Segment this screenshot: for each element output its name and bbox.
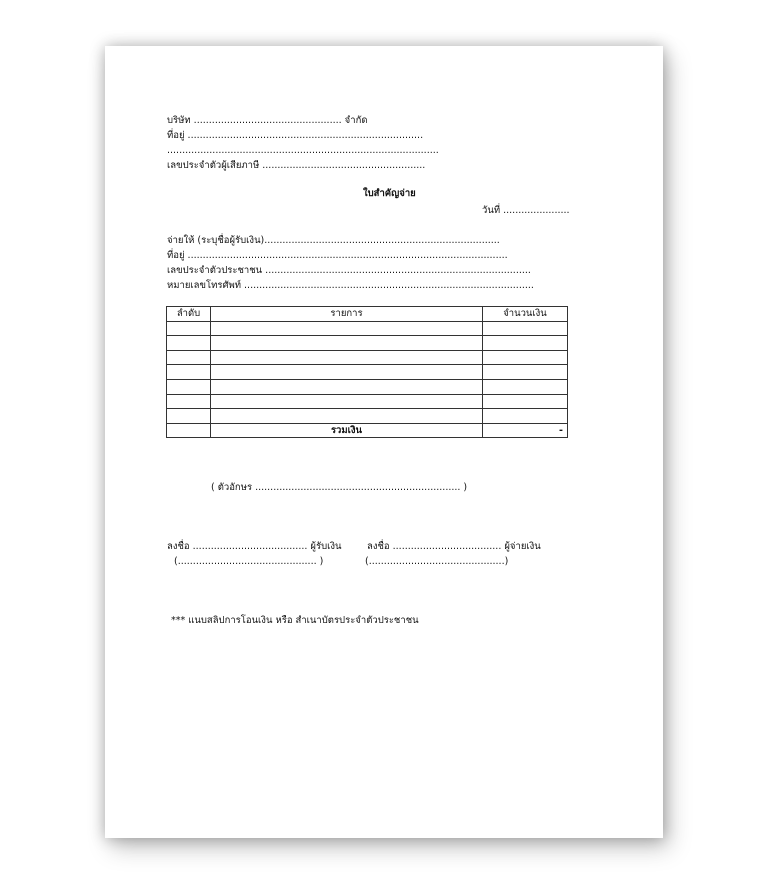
total-label: รวมเงิน: [211, 423, 483, 438]
table-row: [167, 365, 568, 380]
header-index: ลำดับ: [167, 307, 211, 322]
cell-description: [211, 379, 483, 394]
cell-index: [167, 379, 211, 394]
cell-description: [211, 409, 483, 424]
table-row: [167, 394, 568, 409]
cell-description: [211, 350, 483, 365]
cell-description: [211, 365, 483, 380]
amount-in-words-line: ( ตัวอักษร .................................................................... ): [211, 482, 468, 493]
company-name-line: บริษัท ................................................. จำกัด: [167, 115, 368, 126]
cell-index: [167, 350, 211, 365]
cell-amount: [483, 350, 568, 365]
cell-description: [211, 321, 483, 336]
date-line: วันที่ ......................: [482, 205, 570, 216]
cell-amount: [483, 365, 568, 380]
table-row: [167, 379, 568, 394]
table-total-row: [167, 423, 568, 438]
company-tax-id-line: เลขประจำตัวผู้เสียภาษี ......................................................: [167, 160, 426, 171]
cell-index: [167, 321, 211, 336]
table-row: [167, 350, 568, 365]
header-amount: จำนวนเงิน: [483, 307, 568, 322]
total-amount: -: [483, 423, 568, 438]
cell-amount: [483, 394, 568, 409]
cell-index: [167, 394, 211, 409]
payee-phone-line: หมายเลขโทรศัพท์ ................................................................................................: [167, 280, 534, 291]
payee-citizen-id-line: เลขประจำตัวประชาชน ........................................................................................: [167, 265, 531, 276]
receiver-signature-line: ลงชื่อ ...................................... ผู้รับเงิน: [167, 541, 342, 552]
table-row: [167, 409, 568, 424]
cell-description: [211, 394, 483, 409]
cell-index: [167, 336, 211, 351]
company-address-line-2: ..........................................................................................: [167, 145, 439, 156]
cell-amount: [483, 336, 568, 351]
cell-index: [167, 409, 211, 424]
payee-address-line: ที่อยู่ ..........................................................................................................: [167, 250, 508, 261]
header-description: รายการ: [211, 307, 483, 322]
receiver-name-line: (.............................................. ): [174, 556, 324, 567]
payee-name-line: จ่ายให้ (ระบุชื่อผู้รับเงิน)..............................................................................: [167, 235, 500, 246]
cell-amount: [483, 409, 568, 424]
company-address-line-1: ที่อยู่ ..............................................................................: [167, 130, 424, 141]
table-row: [167, 321, 568, 336]
cell-index: [167, 423, 211, 438]
cell-index: [167, 365, 211, 380]
cell-description: [211, 336, 483, 351]
payer-name-line: (.............................................): [365, 556, 509, 567]
payer-signature-line: ลงชื่อ .................................... ผู้จ่ายเงิน: [367, 541, 541, 552]
cell-amount: [483, 379, 568, 394]
cell-amount: [483, 321, 568, 336]
table-row: [167, 336, 568, 351]
document-page: [105, 46, 663, 838]
table-header-row: [167, 307, 568, 322]
attachment-note: *** แนบสลิปการโอนเงิน หรือ สำเนาบัตรประจำตัวประชาชน: [171, 615, 419, 626]
document-title: ใบสำคัญจ่าย: [363, 188, 416, 199]
items-table: [166, 306, 568, 438]
